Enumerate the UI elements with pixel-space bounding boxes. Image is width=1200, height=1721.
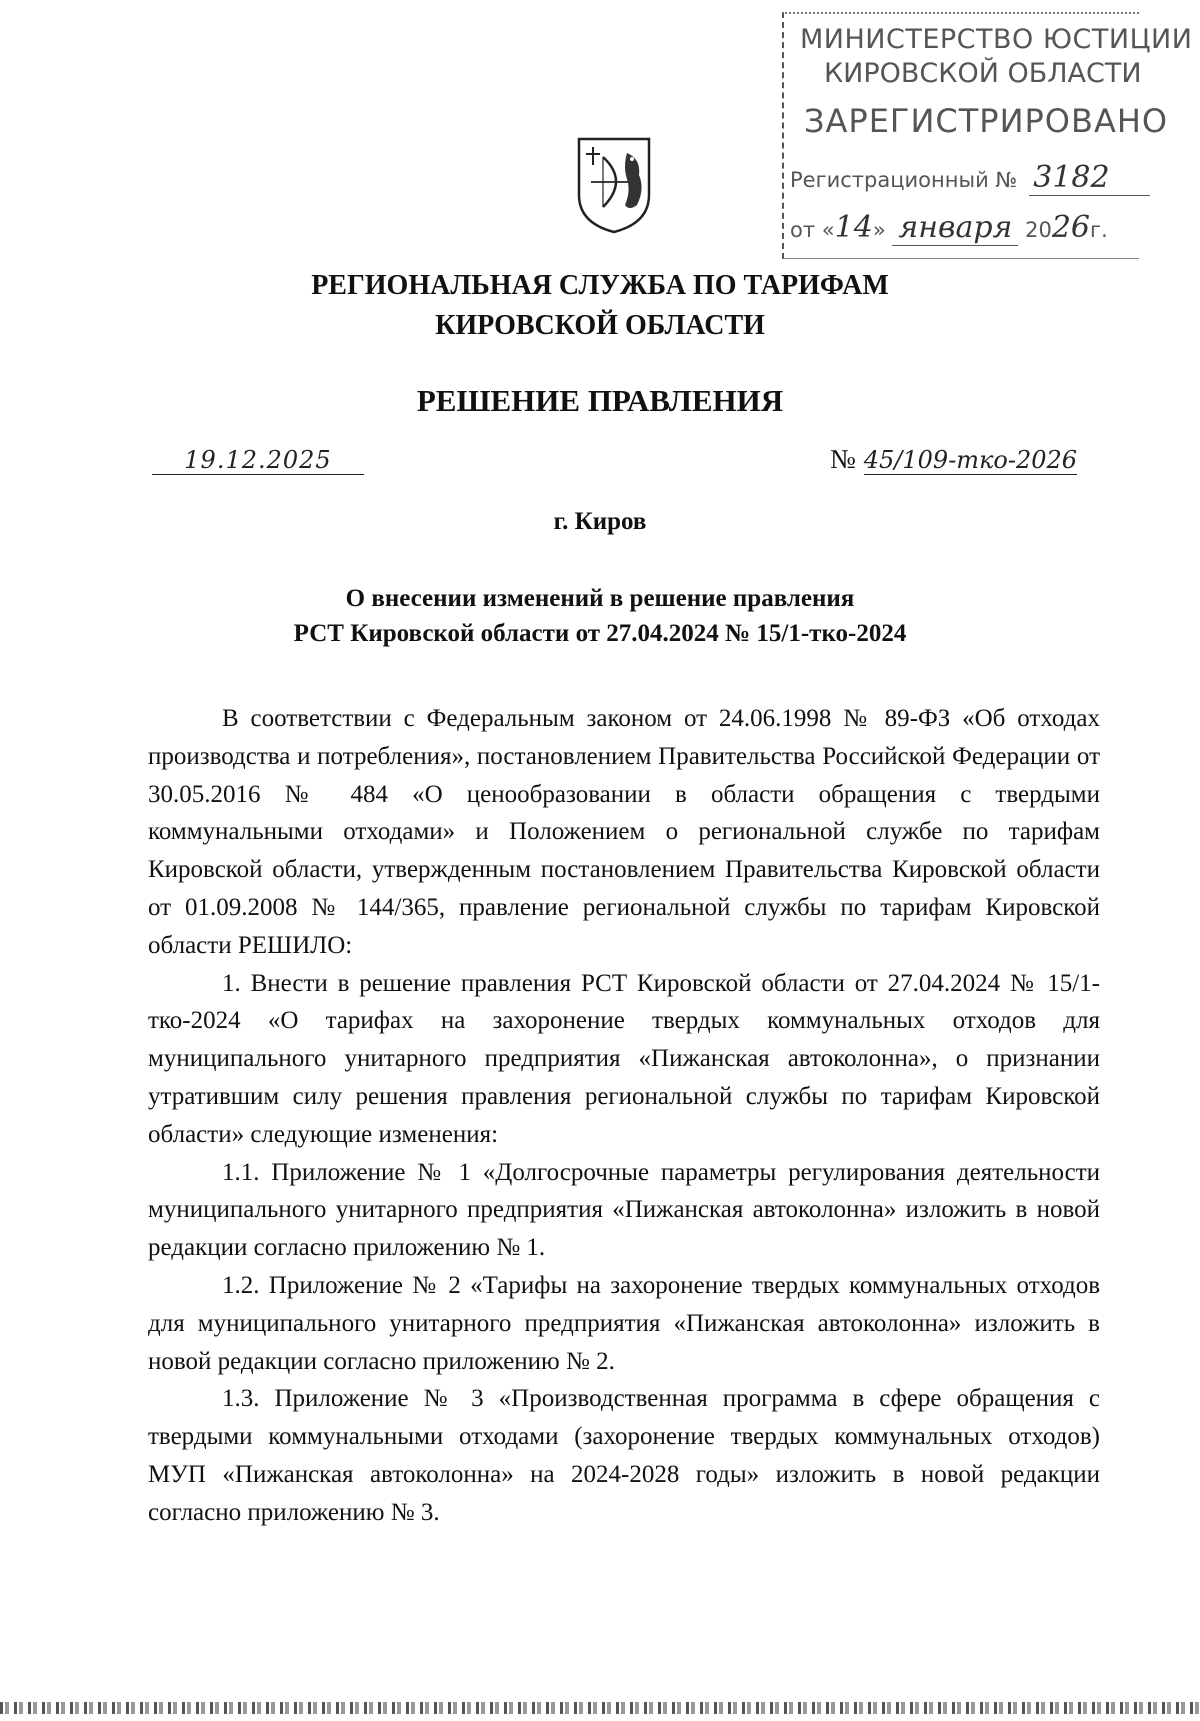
body-paragraph-item-1-2: 1.2. Приложение № 2 «Тарифы на захоронение твердых коммунальных отходов для муниципального унитарного предприятия «Пижанская автоколонна» изложить в новой редакции согласно приложению № 2.	[148, 1271, 1100, 1375]
stamp-region: КИРОВСКОЙ ОБЛАСТИ	[824, 58, 1142, 89]
coat-of-arms-emblem	[575, 135, 653, 235]
scan-edge-strip	[0, 1702, 1200, 1714]
stamp-open-quote: «	[821, 218, 835, 242]
registration-stamp	[782, 12, 1193, 259]
stamp-registered: ЗАРЕГИСТРИРОВАНО	[804, 102, 1169, 140]
document-type: РЕШЕНИЕ ПРАВЛЕНИЯ	[416, 383, 784, 418]
stamp-year-prefix: 20	[1025, 218, 1052, 242]
organization-name-line2: КИРОВСКОЙ ОБЛАСТИ	[435, 310, 765, 341]
stamp-date-prefix: от	[790, 218, 816, 242]
document-title-line1: О внесении изменений в решение правления	[345, 585, 855, 612]
stamp-reg-label: Регистрационный №	[790, 168, 1018, 192]
document-number	[830, 444, 1077, 475]
stamp-month: января	[892, 210, 1018, 246]
stamp-reg-number: 3182	[1029, 160, 1149, 196]
stamp-ministry: МИНИСТЕРСТВО ЮСТИЦИИ	[800, 24, 1193, 55]
body-paragraph-item-1: 1. Внести в решение правления РСТ Кировской области от 27.04.2024 № 15/1-тко-2024 «О тарифах на захоронение твердых коммунальных отходов для муниципального унитарного предприятия «Пижанская автоколонна», о признании утратившим силу решения правления региональной службы по тарифам Кировской области» следующие изменения:	[148, 969, 1100, 1148]
stamp-date-row	[790, 210, 1108, 245]
stamp-year-letter: г.	[1090, 218, 1108, 242]
organization-name-line1: РЕГИОНАЛЬНАЯ СЛУЖБА ПО ТАРИФАМ	[311, 270, 889, 301]
body-paragraph-item-1-1: 1.1. Приложение № 1 «Долгосрочные параметры регулирования деятельности муниципального унитарного предприятия «Пижанская автоколонна» изложить в новой редакции согласно приложению № 1.	[148, 1158, 1100, 1262]
document-body	[148, 700, 1100, 1532]
city: г. Киров	[553, 508, 647, 535]
stamp-year-suffix: 26	[1051, 210, 1091, 245]
body-paragraph-preamble: В соответствии с Федеральным законом от 24.06.1998 № 89-ФЗ «Об отходах производства и потребления», постановлением Правительства Российской Федерации от 30.05.2016 № 484 «О ценообразовании в области обращения с твердыми коммунальными отходами» и Положением о региональной службе по тарифам Кировской области, утвержденным постановлением Правительства Кировской области от 01.09.2008 № 144/365, правление региональной службы по тарифам Кировской области РЕШИЛО:	[148, 705, 1100, 959]
stamp-registration-number-row	[790, 160, 1150, 195]
body-paragraph-item-1-3: 1.3. Приложение № 3 «Производственная программа в сфере обращения с твердыми коммунальными отходами (захоронение твердых коммунальных отходов) МУП «Пижанская автоколонна» на 2024-2028 годы» изложить в новой редакции согласно приложению № 3.	[148, 1385, 1100, 1526]
document-title-line2: РСТ Кировской области от 27.04.2024 № 15/1-тко-2024	[293, 620, 907, 647]
handwritten-number: 45/109-тко-2026	[863, 446, 1078, 474]
handwritten-date: 19.12.2025	[152, 446, 364, 475]
stamp-close-quote: »	[872, 218, 886, 242]
number-label: №	[830, 444, 856, 474]
stamp-day: 14	[834, 210, 873, 245]
